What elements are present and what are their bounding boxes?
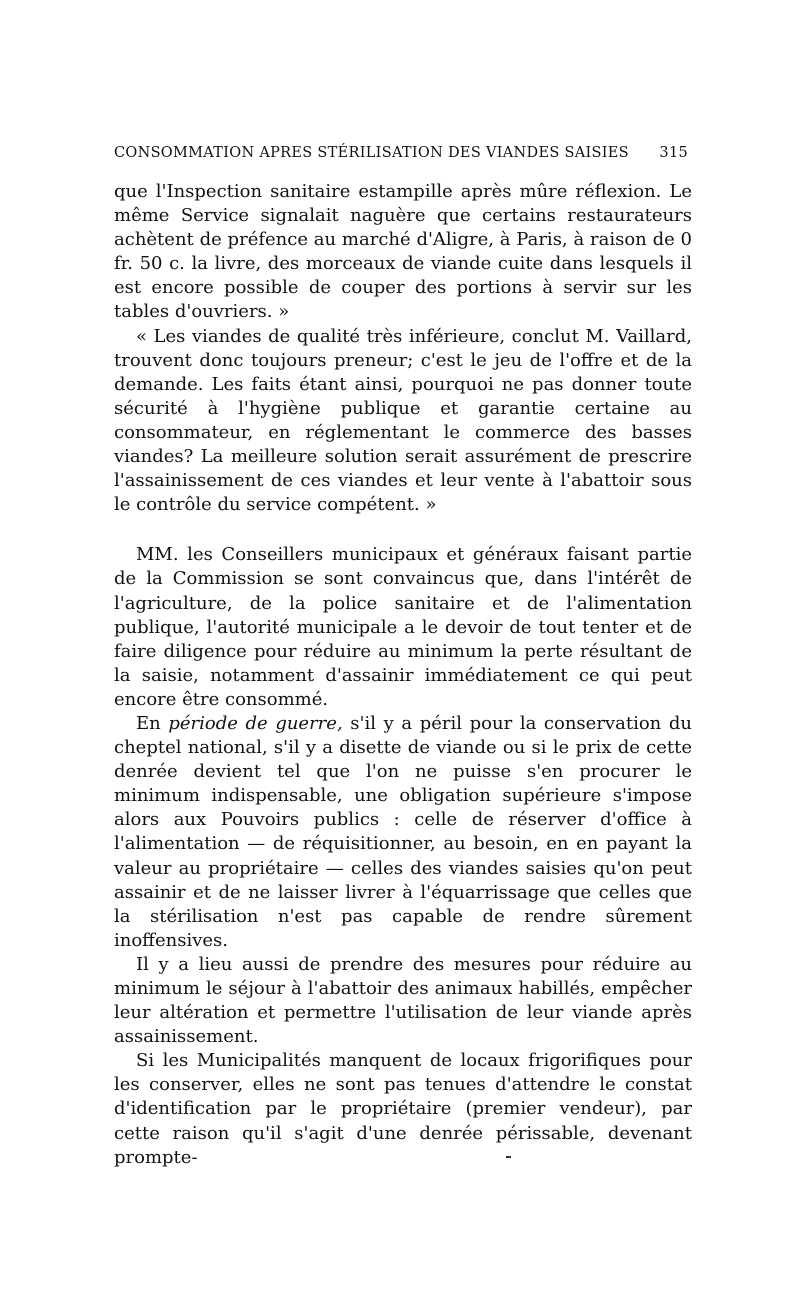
emphasis-war-period: période de guerre, [168, 712, 343, 734]
paragraph-quote-vaillard: « Les viandes de qualité très inférieure, conclut M. Vaillard, trouvent donc toujours preneur; c'est le jeu de l'offre et de la demande. Les faits étant ainsi, pourquoi ne pas donner toute sécurité à l'hygiène publique et garantie certaine au consommateur, en réglementant le commerce des basses viandes? La meilleure solution serait assurément de prescrire l'assainissement de ces viandes et leur vente à l'abattoir sous le contrôle du service compétent. » [114, 325, 692, 516]
paragraph-continuation: que l'Inspection sanitaire estampille après mûre réflexion. Le même Service signalait naguère que certains restaurateurs achètent de préfence au marché d'Aligre, à Paris, à raison de 0 fr. 50 c. la livre, des morceaux de viande cuite dans lesquels il est encore possible de couper des portions à servir sur les tables d'ouvriers. » [114, 181, 692, 323]
paragraph-war-period-rest: s'il y a péril pour la conservation du cheptel national, s'il y a disette de viande ou si le prix de cette denrée devient tel que l'on ne puisse s'en procurer le minimum indispensable, une obligation supérieure s'impose alors aux Pouvoirs publics : celle de réserver d'office à l'alimentation — de réquisitionner, au besoin, en en payant la valeur au propriétaire — celles des viandes saisies qu'on peut assainir et de ne laisser livrer à l'équarrissage que celles que la stérilisation n'est pas capable de rendre sûrement inoffensives. [114, 712, 692, 951]
footer-mark [506, 1156, 511, 1158]
paragraph-municipalities: Si les Municipalités manquent de locaux frigorifiques pour les conserver, elles ne sont pas tenues d'attendre le constat d'identification par le propriétaire (premier vendeur), par cette raison qu'il s'agit d'une denrée périssable, devenant prompte- [114, 1050, 692, 1168]
page-number: 315 [659, 145, 688, 161]
paragraph-war-period [114, 712, 692, 953]
running-head-title: CONSOMMATION APRES STÉRILISATION DES VIANDES SAISIES [114, 145, 629, 161]
paragraph-war-period-lead: En [136, 712, 169, 734]
paragraph-commission: MM. les Conseillers municipaux et généraux faisant partie de la Commission se sont convaincus que, dans l'intérêt de l'agriculture, de la police sanitaire et de l'alimentation publique, l'autorité municipale a le devoir de tout tenter et de faire diligence pour réduire au minimum la perte résultant de la saisie, notamment d'assainir immédiatement ce qui peut encore être consommé. [114, 544, 692, 710]
paragraph-slaughterhouse: Il y a lieu aussi de prendre des mesures pour réduire au minimum le séjour à l'abattoir des animaux habillés, empêcher leur altération et permettre l'utilisation de leur viande après assainissement. [114, 953, 692, 1048]
page-body [114, 180, 692, 1170]
